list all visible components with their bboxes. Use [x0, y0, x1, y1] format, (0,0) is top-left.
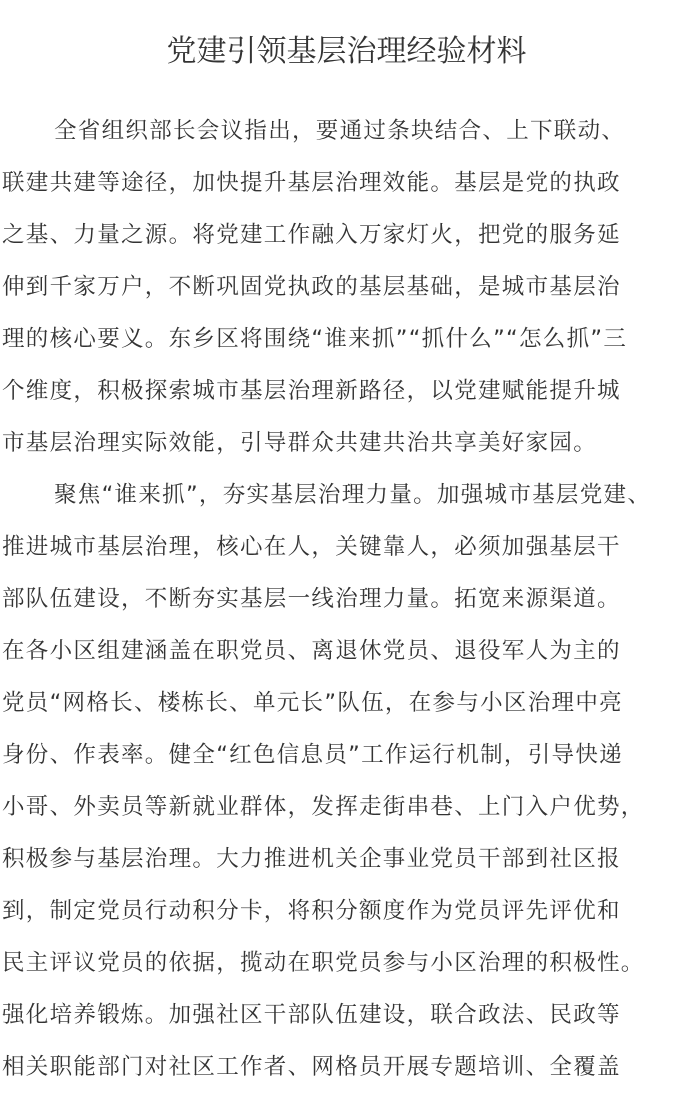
document-title: 党建引领基层治理经验材料	[166, 34, 527, 69]
paragraph-line: 党员“网格长、楼栋长、单元长”队伍，在参与小区治理中亮	[2, 690, 623, 716]
paragraph-line: 民主评议党员的依据，揽动在职党员参与小区治理的积极性。	[2, 950, 645, 976]
paragraph-line: 理的核心要义。东乡区将围绕“谁来抓”“抓什么”“怎么抓”三	[2, 326, 628, 352]
paragraph-line: 积极参与基层治理。大力推进机关企事业党员干部到社区报	[2, 846, 621, 872]
paragraph-line: 全省组织部长会议指出，要通过条块结合、上下联动、	[54, 118, 626, 144]
paragraph-line: 推进城市基层治理，核心在人，关键靠人，必须加强基层干	[2, 534, 621, 560]
paragraph-line: 部队伍建设，不断夯实基层一线治理力量。拓宽来源渠道。	[2, 586, 621, 612]
paragraph-line: 市基层治理实际效能，引导群众共建共治共享美好家园。	[2, 430, 598, 456]
document-body	[2, 105, 693, 1093]
paragraph-line: 到，制定党员行动积分卡，将积分额度作为党员评先评优和	[2, 898, 621, 924]
paragraph-line: 聚焦“谁来抓”，夯实基层治理力量。加强城市基层党建、	[54, 482, 652, 508]
paragraph-2	[2, 469, 693, 1093]
paragraph-line: 小哥、外卖员等新就业群体，发挥走街串巷、上门入户优势，	[2, 794, 645, 820]
paragraph-line: 身份、作表率。健全“红色信息员”工作运行机制，引导快递	[2, 742, 623, 768]
paragraph-line: 个维度，积极探索城市基层治理新路径，以党建赋能提升城	[2, 378, 621, 404]
paragraph-line: 强化培养锻炼。加强社区干部队伍建设，联合政法、民政等	[2, 1002, 621, 1028]
paragraph-line: 伸到千家万户，不断巩固党执政的基层基础，是城市基层治	[2, 274, 621, 300]
paragraph-line: 之基、力量之源。将党建工作融入万家灯火，把党的服务延	[2, 222, 621, 248]
paragraph-line: 在各小区组建涵盖在职党员、离退休党员、退役军人为主的	[2, 638, 621, 664]
paragraph-1	[2, 105, 693, 469]
paragraph-line: 联建共建等途径，加快提升基层治理效能。基层是党的执政	[2, 170, 621, 196]
paragraph-line: 相关职能部门对社区工作者、网格员开展专题培训、全覆盖	[2, 1054, 621, 1080]
